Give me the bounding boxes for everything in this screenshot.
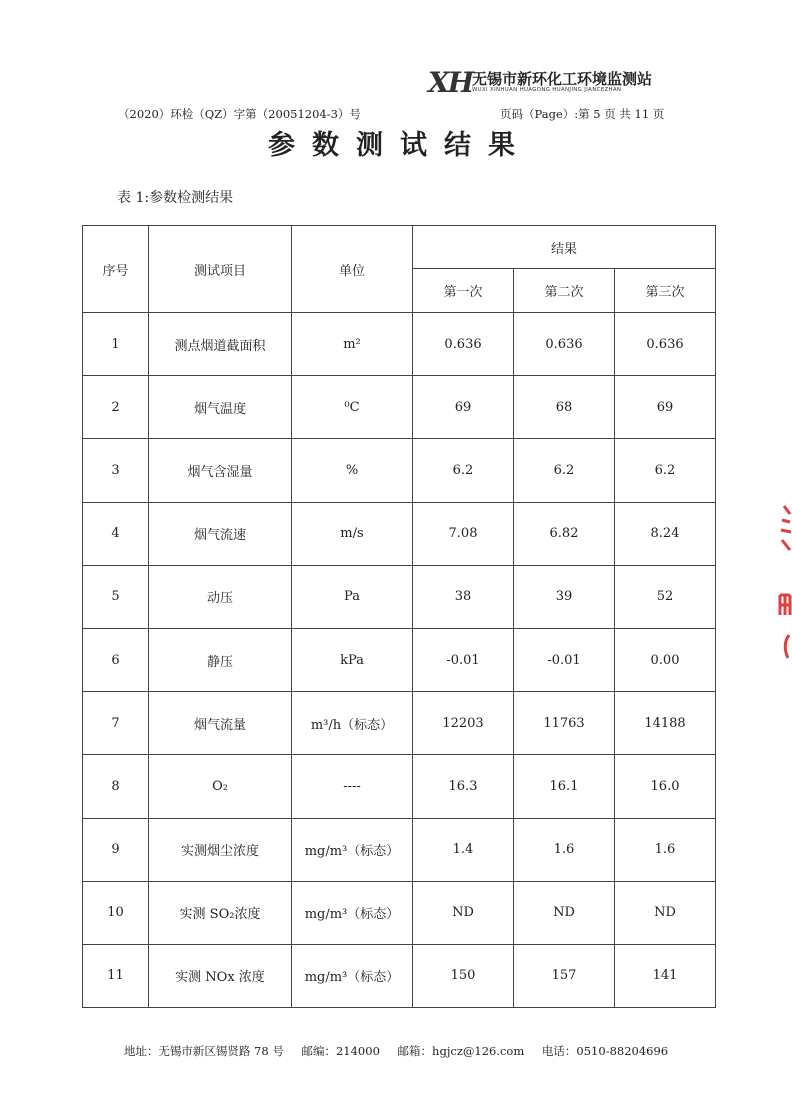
cell-first: 0.636	[413, 313, 514, 376]
cell-item: 动压	[149, 565, 292, 628]
cell-unit: %	[292, 439, 413, 502]
header-unit: 单位	[292, 226, 413, 313]
cell-second: ND	[514, 881, 615, 944]
logo	[428, 66, 668, 100]
cell-unit: mg/m³（标态）	[292, 818, 413, 881]
cell-third: 16.0	[615, 755, 716, 818]
cell-item: 静压	[149, 628, 292, 691]
cell-first: 1.4	[413, 818, 514, 881]
footer	[0, 1043, 792, 1059]
header-second: 第二次	[514, 269, 615, 313]
table-row	[83, 818, 716, 881]
table-header-row	[83, 226, 716, 269]
cell-second: 68	[514, 376, 615, 439]
header-first: 第一次	[413, 269, 514, 313]
table-row	[83, 944, 716, 1007]
header-results: 结果	[413, 226, 716, 269]
cell-no: 6	[83, 628, 149, 691]
cell-second: 11763	[514, 692, 615, 755]
seal-stamp-icon	[776, 500, 792, 660]
logo-chinese-name: 无锡市新环化工环境监测站	[472, 70, 653, 88]
cell-item: O₂	[149, 755, 292, 818]
cell-third: 0.636	[615, 313, 716, 376]
table-row	[83, 881, 716, 944]
seal-stamp-fragment	[776, 500, 792, 660]
logo-mark: XH	[428, 66, 473, 99]
cell-no: 10	[83, 881, 149, 944]
cell-item: 实测 SO₂浓度	[149, 881, 292, 944]
table-row	[83, 502, 716, 565]
cell-no: 11	[83, 944, 149, 1007]
cell-item: 实测烟尘浓度	[149, 818, 292, 881]
footer-phone: 电话：0510-88204696	[541, 1044, 669, 1058]
cell-item: 测点烟道截面积	[149, 313, 292, 376]
cell-second: 6.82	[514, 502, 615, 565]
cell-first: 38	[413, 565, 514, 628]
cell-third: ND	[615, 881, 716, 944]
cell-first: 16.3	[413, 755, 514, 818]
cell-first: ND	[413, 881, 514, 944]
cell-no: 5	[83, 565, 149, 628]
cell-unit: mg/m³（标态）	[292, 881, 413, 944]
cell-unit: kPa	[292, 628, 413, 691]
cell-second: 16.1	[514, 755, 615, 818]
document-number: （2020）环检（QZ）字第（20051204-3）号	[118, 107, 361, 121]
cell-no: 4	[83, 502, 149, 565]
table-row	[83, 565, 716, 628]
cell-second: 157	[514, 944, 615, 1007]
table-row	[83, 692, 716, 755]
cell-unit: Pa	[292, 565, 413, 628]
cell-second: 6.2	[514, 439, 615, 502]
cell-first: -0.01	[413, 628, 514, 691]
footer-email: 邮箱：hgjcz@126.com	[397, 1044, 525, 1058]
cell-no: 1	[83, 313, 149, 376]
cell-no: 9	[83, 818, 149, 881]
table-caption: 表 1:参数检测结果	[117, 190, 234, 206]
results-table	[82, 225, 716, 1008]
cell-second: 1.6	[514, 818, 615, 881]
table-row	[83, 439, 716, 502]
cell-second: -0.01	[514, 628, 615, 691]
header-seq: 序号	[83, 226, 149, 313]
table-row	[83, 755, 716, 818]
cell-no: 8	[83, 755, 149, 818]
cell-unit: ⁰C	[292, 376, 413, 439]
cell-no: 7	[83, 692, 149, 755]
cell-third: 14188	[615, 692, 716, 755]
logo-english-name: WUXI XINHUAN HUAGONG HUANJING JIANCEZHAN	[472, 87, 622, 93]
page-info: 页码（Page）:第 5 页 共 11 页	[500, 107, 665, 121]
cell-item: 实测 NOx 浓度	[149, 944, 292, 1007]
cell-item: 烟气温度	[149, 376, 292, 439]
table-row	[83, 376, 716, 439]
cell-first: 7.08	[413, 502, 514, 565]
cell-third: 52	[615, 565, 716, 628]
cell-third: 69	[615, 376, 716, 439]
cell-unit: ----	[292, 755, 413, 818]
cell-unit: mg/m³（标态）	[292, 944, 413, 1007]
footer-postcode: 邮编：214000	[301, 1044, 380, 1058]
cell-second: 39	[514, 565, 615, 628]
cell-first: 12203	[413, 692, 514, 755]
cell-no: 2	[83, 376, 149, 439]
cell-first: 69	[413, 376, 514, 439]
cell-third: 0.00	[615, 628, 716, 691]
cell-first: 150	[413, 944, 514, 1007]
cell-third: 6.2	[615, 439, 716, 502]
cell-unit: m/s	[292, 502, 413, 565]
table-row	[83, 628, 716, 691]
header-item: 测试项目	[149, 226, 292, 313]
page-title: 参数测试结果	[268, 130, 532, 161]
cell-second: 0.636	[514, 313, 615, 376]
cell-item: 烟气含湿量	[149, 439, 292, 502]
footer-address: 地址：无锡市新区锡贤路 78 号	[123, 1044, 284, 1058]
cell-unit: m²	[292, 313, 413, 376]
cell-first: 6.2	[413, 439, 514, 502]
cell-third: 141	[615, 944, 716, 1007]
cell-item: 烟气流速	[149, 502, 292, 565]
table-row	[83, 313, 716, 376]
cell-third: 8.24	[615, 502, 716, 565]
cell-unit: m³/h（标态）	[292, 692, 413, 755]
cell-item: 烟气流量	[149, 692, 292, 755]
cell-third: 1.6	[615, 818, 716, 881]
header-third: 第三次	[615, 269, 716, 313]
cell-no: 3	[83, 439, 149, 502]
